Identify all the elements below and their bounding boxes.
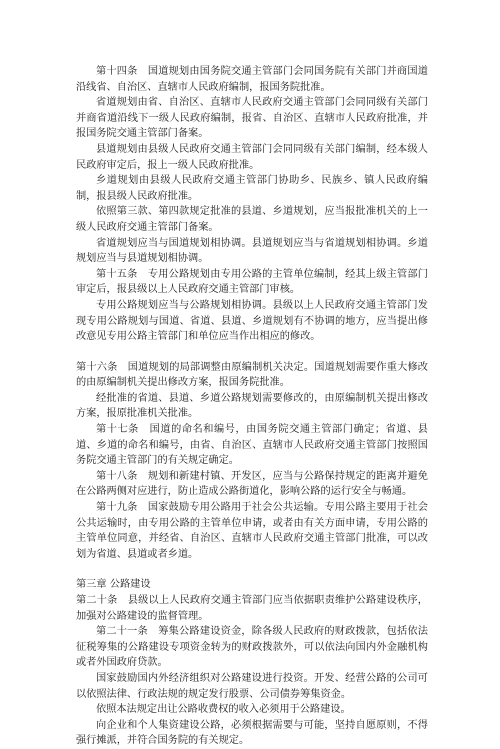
paragraph: 第十八条 规划和新建村镇、开发区，应当与公路保持规定的距离并避免在公路两侧对应进行，防止造成公路街道化，影响公路的运行安全与畅通。 — [76, 470, 428, 498]
paragraph: 第十六条 国道规划的局部调整由原编制机关决定。国道规划需要作重大修改的由原编制机关提出修改方案，报国务院批准。 — [76, 361, 428, 389]
paragraph: 依照本法规定出让公路收费权的收入必须用于公路建设。 — [96, 704, 351, 716]
paragraph: 县道规划由县级人民政府交通主管部门会同同级有关部门编制，经本级人民政府审定后，报上一级人民政府批准。 — [76, 143, 428, 171]
paragraph: 第十四条 国道规划由国务院交通主管部门会同国务院有关部门并商国道沿线省、自治区、直辖市人民政府编制，报国务院批准。 — [76, 66, 428, 93]
paragraph: 专用公路规划应当与公路规划相协调。县级以上人民政府交通主管部门发现专用公路规划与国道、省道、县道、乡道规划有不协调的地方，应当提出修改意见专用公路主管部门和单位应当作出相应的修改。 — [76, 299, 428, 343]
paragraph: 第三章 公路建设 — [76, 579, 151, 591]
paragraph: 国家鼓励国内外经济组织对公路建设进行投资。开发、经营公路的公司可以依照法律、行政法规的规定发行股票、公司债券筹集资金。 — [76, 672, 428, 700]
paragraph: 依照第三款、第四款规定批准的县道、乡道规划，应当报批准机关的上一级人民政府交通主管部门备案。 — [76, 206, 428, 233]
document-page — [76, 64, 428, 749]
paragraph: 向企业和个人集资建设公路，必须根据需要与可能，坚持自愿原则，不得强行摊派，并符合国务院的有关规定。 — [76, 719, 428, 747]
paragraph: 经批准的省道、县道、乡道公路规划需要修改的，由原编制机关提出修改方案，报原批准机关批准。 — [76, 392, 428, 420]
paragraph: 第十七条 国道的命名和编号，由国务院交通主管部门确定；省道、县道、乡道的命名和编号，由省、自治区、直辖市人民政府交通主管部门按照国务院交通主管部门的有关规定确定。 — [76, 424, 428, 467]
paragraph: 省道规划由省、自治区、直辖市人民政府交通主管部门会同同级有关部门并商省道沿线下一级人民政府编制，报省、自治区、直辖市人民政府批准，并报国务院交通主管部门备案。 — [76, 97, 428, 140]
section-gap — [76, 562, 428, 577]
paragraph: 第二十一条 筹集公路建设资金，除各级人民政府的财政拨款，包括依法征税筹集的公路建设专项资金转为的财政拨款外，可以依法向国内外金融机构或者外国政府贷款。 — [76, 626, 428, 669]
section-gap — [76, 345, 428, 360]
paragraph: 省道规划应当与国道规划相协调。县道规划应当与省道规划相协调。乡道规划应当与县道规划相协调。 — [76, 237, 428, 265]
paragraph: 第二十条 县级以上人民政府交通主管部门应当依据职责维护公路建设秩序，加强对公路建设的监督管理。 — [76, 595, 428, 622]
paragraph: 第十五条 专用公路规划由专用公路的主管单位编制，经其上级主管部门审定后，报县级以上人民政府交通主管部门审核。 — [76, 268, 428, 296]
paragraph: 第十九条 国家鼓励专用公路用于社会公共运输。专用公路主要用于社会公共运输时，由专用公路的主管单位申请，或者由有关方面申请，专用公路的主管单位同意，并经省、自治区、直辖市人民政府交通主管部门批准，可以改划为省道、县道或者乡道。 — [76, 502, 428, 560]
paragraph: 乡道规划由县级人民政府交通主管部门协助乡、民族乡、镇人民政府编制，报县级人民政府批准。 — [76, 175, 428, 202]
